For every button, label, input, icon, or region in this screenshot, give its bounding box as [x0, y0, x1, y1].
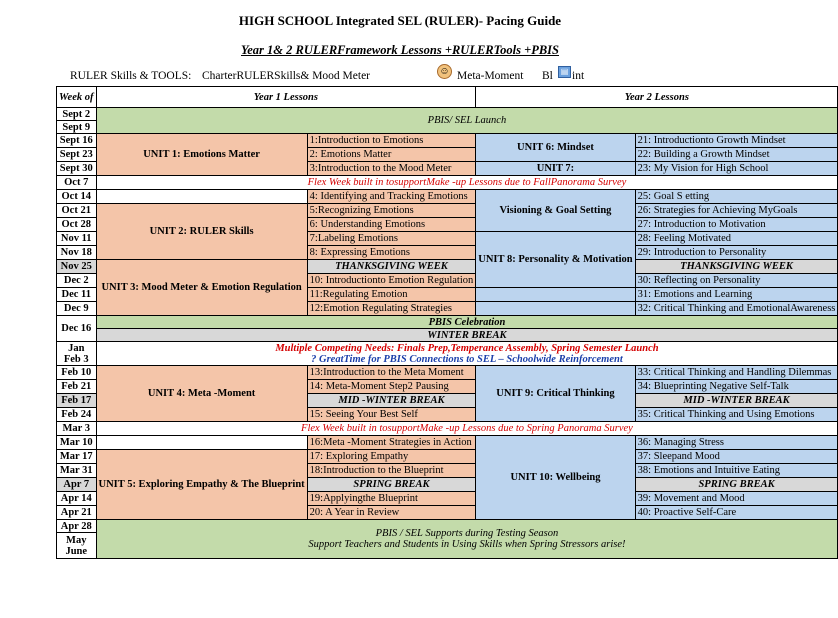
week-feb3: Feb 3: [63, 353, 89, 365]
lesson-cell: 27: Introduction to Motivation: [635, 218, 838, 232]
empty-cell: [476, 302, 635, 316]
lesson-cell: 38: Emotions and Intuitive Eating: [635, 464, 838, 478]
lesson-cell: 12:Emotion Regulating Strategies: [307, 302, 476, 316]
week-cell: Nov 11: [57, 232, 97, 246]
lesson-cell: 18:Introduction to the Blueprint: [307, 464, 476, 478]
week-cell: Apr 14: [57, 492, 97, 506]
week-cell: Apr 7: [57, 478, 97, 492]
flex-week-fall-banner: Flex Week built in tosupportMake -up Lessons due to FallPanorama Survey: [96, 176, 838, 190]
lesson-cell: 10: Introductionto Emotion Regulation: [307, 274, 476, 288]
week-cell: Feb 21: [57, 380, 97, 394]
unit-4-cell: UNIT 4: Meta -Moment: [96, 366, 307, 422]
blueprint-label-a: Bl: [542, 70, 553, 82]
week-cell: [57, 342, 97, 366]
week-cell: Sept 2: [57, 108, 97, 121]
needs-line-1: Multiple Competing Needs: Finals Prep,Temperance Assembly, Spring Semester Launch: [275, 342, 659, 354]
week-cell: Oct 14: [57, 190, 97, 204]
lesson-cell: 31: Emotions and Learning: [635, 288, 838, 302]
week-cell: Feb 24: [57, 408, 97, 422]
lesson-cell: 22: Building a Growth Mindset: [635, 148, 838, 162]
week-jan: Jan: [68, 342, 85, 354]
week-cell: Sept 23: [57, 148, 97, 162]
week-cell: Sept 16: [57, 134, 97, 148]
unit-7-cell: UNIT 7:: [476, 162, 635, 176]
pbis-launch-banner: PBIS/ SEL Launch: [96, 108, 838, 134]
thanksgiving-y1: THANKSGIVING WEEK: [307, 260, 476, 274]
lesson-cell: 37: Sleepand Mood: [635, 450, 838, 464]
blueprint-icon: ▤: [558, 66, 571, 78]
supports-line-1: PBIS / SEL Supports during Testing Season: [375, 528, 559, 539]
meta-moment-label: Meta-Moment: [457, 70, 524, 82]
week-cell: Sept 9: [57, 121, 97, 134]
mid-winter-y2: MID -WINTER BREAK: [635, 394, 838, 408]
lesson-cell: 29: Introduction to Personality: [635, 246, 838, 260]
week-cell: Dec 16: [57, 316, 97, 342]
unit-8-cell: UNIT 8: Personality & Motivation: [476, 232, 635, 288]
week-cell: Mar 31: [57, 464, 97, 478]
empty-cell: [96, 436, 307, 450]
mid-winter-y1: MID -WINTER BREAK: [307, 394, 476, 408]
meta-moment-icon: ☺: [437, 64, 452, 79]
spring-break-y1: SPRING BREAK: [307, 478, 476, 492]
lesson-cell: 11:Regulating Emotion: [307, 288, 476, 302]
week-cell: Feb 17: [57, 394, 97, 408]
flex-week-spring-banner: Flex Week built in tosupportMake -up Lessons due to Spring Panorama Survey: [96, 422, 838, 436]
unit-6-cell: UNIT 6: Mindset: [476, 134, 635, 162]
col-year1-header: Year 1 Lessons: [96, 87, 476, 108]
visioning-unit-cell: Visioning & Goal Setting: [476, 190, 635, 232]
testing-season-banner: [96, 520, 838, 559]
lesson-cell: 1:Introduction to Emotions: [307, 134, 476, 148]
lesson-cell: 4: Identifying and Tracking Emotions: [307, 190, 476, 204]
empty-cell: [476, 288, 635, 302]
week-cell: Dec 9: [57, 302, 97, 316]
lesson-cell: 40: Proactive Self-Care: [635, 506, 838, 520]
needs-line-2: ? GreatTime for PBIS Connections to SEL – Schoolwide Reinforcement: [311, 353, 623, 365]
week-cell: Mar 3: [57, 422, 97, 436]
lesson-cell: 19:Applyingthe Blueprint: [307, 492, 476, 506]
tools-list: CharterRULERSkills& Mood Meter: [202, 70, 371, 82]
lesson-cell: 33: Critical Thinking and Handling Dilemmas: [635, 366, 838, 380]
winter-break-banner: WINTER BREAK: [96, 329, 838, 342]
lesson-cell: 5:Recognizing Emotions: [307, 204, 476, 218]
lesson-cell: 6: Understanding Emotions: [307, 218, 476, 232]
lesson-cell: 8: Expressing Emotions: [307, 246, 476, 260]
blueprint-label-b: int: [572, 70, 585, 82]
pacing-table: [56, 86, 838, 559]
week-june: June: [65, 545, 88, 557]
lesson-cell: 21: Introductionto Growth Mindset: [635, 134, 838, 148]
lesson-cell: 32: Critical Thinking and EmotionalAwareness: [635, 302, 838, 316]
unit-1-cell: UNIT 1: Emotions Matter: [96, 134, 307, 176]
week-may: May: [66, 534, 87, 546]
pbis-celebration-banner: PBIS Celebration: [96, 316, 838, 329]
page-subtitle: Year 1& 2 RULERFramework Lessons +RULERTools +PBIS: [241, 43, 559, 57]
lesson-cell: 25: Goal S etting: [635, 190, 838, 204]
empty-cell: [96, 190, 307, 204]
unit-2-cell: UNIT 2: RULER Skills: [96, 204, 307, 260]
page-title: HIGH SCHOOL Integrated SEL (RULER)- Pacing Guide: [238, 13, 562, 28]
lesson-cell: 13:Introduction to the Meta Moment: [307, 366, 476, 380]
week-cell: Dec 11: [57, 288, 97, 302]
competing-needs-banner: [96, 342, 838, 366]
thanksgiving-y2: THANKSGIVING WEEK: [635, 260, 838, 274]
week-cell: Sept 30: [57, 162, 97, 176]
lesson-cell: 39: Movement and Mood: [635, 492, 838, 506]
week-cell: Mar 17: [57, 450, 97, 464]
lesson-cell: 23: My Vision for High School: [635, 162, 838, 176]
lesson-cell: 3:Introduction to the Mood Meter: [307, 162, 476, 176]
week-cell: Apr 21: [57, 506, 97, 520]
lesson-cell: 2: Emotions Matter: [307, 148, 476, 162]
lesson-cell: 7:Labeling Emotions: [307, 232, 476, 246]
week-cell: Oct 28: [57, 218, 97, 232]
spring-break-y2: SPRING BREAK: [635, 478, 838, 492]
week-cell: Dec 2: [57, 274, 97, 288]
supports-line-2: Support Teachers and Students in Using Skills when Spring Stressors arise!: [308, 539, 626, 550]
lesson-cell: 15: Seeing Your Best Self: [307, 408, 476, 422]
lesson-cell: 16:Meta -Moment Strategies in Action: [307, 436, 476, 450]
unit-5-cell: UNIT 5: Exploring Empathy & The Blueprint: [96, 450, 307, 520]
col-week-header: Week of: [57, 87, 97, 108]
unit-9-cell: UNIT 9: Critical Thinking: [476, 366, 635, 422]
tools-label: RULER Skills & TOOLS:: [70, 70, 192, 82]
week-cell: Mar 10: [57, 436, 97, 450]
lesson-cell: 35: Critical Thinking and Using Emotions: [635, 408, 838, 422]
week-cell: Feb 10: [57, 366, 97, 380]
lesson-cell: 20: A Year in Review: [307, 506, 476, 520]
lesson-cell: 30: Reflecting on Personality: [635, 274, 838, 288]
week-cell: [57, 533, 97, 559]
lesson-cell: 36: Managing Stress: [635, 436, 838, 450]
week-cell: Apr 28: [57, 520, 97, 533]
lesson-cell: 14: Meta-Moment Step2 Pausing: [307, 380, 476, 394]
unit-10-cell: UNIT 10: Wellbeing: [476, 436, 635, 520]
col-year2-header: Year 2 Lessons: [476, 87, 838, 108]
lesson-cell: 26: Strategies for Achieving MyGoals: [635, 204, 838, 218]
unit-3-cell: UNIT 3: Mood Meter & Emotion Regulation: [96, 260, 307, 316]
lesson-cell: 28: Feeling Motivated: [635, 232, 838, 246]
lesson-cell: 34: Blueprinting Negative Self-Talk: [635, 380, 838, 394]
week-cell: Nov 25: [57, 260, 97, 274]
week-cell: Nov 18: [57, 246, 97, 260]
lesson-cell: 17: Exploring Empathy: [307, 450, 476, 464]
week-cell: Oct 7: [57, 176, 97, 190]
week-cell: Oct 21: [57, 204, 97, 218]
